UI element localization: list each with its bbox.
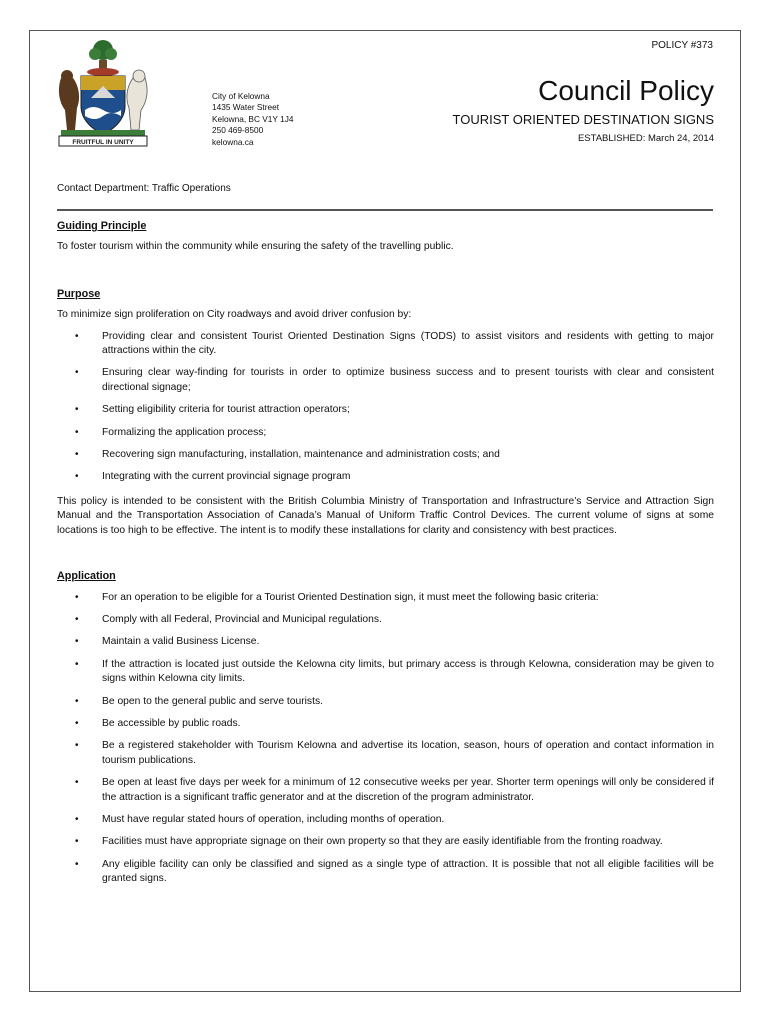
document-title: Council Policy <box>538 75 714 106</box>
address-line: City of Kelowna <box>212 91 270 101</box>
list-item: • Facilities must have appropriate signage on their own property so that they are easily identifiable from the fronting roadway. <box>57 835 714 849</box>
list-item: • Integrating with the current provincial signage program <box>57 470 714 484</box>
address-line: 1435 Water Street <box>212 102 280 113</box>
city-crest-logo <box>55 38 151 150</box>
guiding-principle-text: To foster tourism within the community while ensuring the safety of the travelling public. <box>57 241 454 253</box>
policy-number: POLICY #373 <box>651 40 713 51</box>
list-item: • Ensuring clear way-finding for tourists in order to optimize business success and to present tourists with clear and consistent directional signage; <box>57 366 714 395</box>
list-item: • Must have regular stated hours of operation, including months of operation. <box>57 813 714 827</box>
list-item: • Recovering sign manufacturing, installation, maintenance and administration costs; and <box>57 448 714 462</box>
purpose-list <box>57 330 714 485</box>
city-address <box>212 91 293 148</box>
list-item: • Setting eligibility criteria for tourist attraction operators; <box>57 403 714 417</box>
svg-text:FRUITFUL IN UNITY: FRUITFUL IN UNITY <box>72 139 134 146</box>
list-item: • For an operation to be eligible for a Tourist Oriented Destination sign, it must meet the following basic criteria: <box>57 591 714 605</box>
list-item: • Providing clear and consistent Tourist Oriented Destination Signs (TODS) to assist visitors and residents with getting to major attractions within the city. <box>57 330 714 359</box>
list-item: • Formalizing the application process; <box>57 426 714 440</box>
policy-body <box>57 219 714 887</box>
purpose-closing: This policy is intended to be consistent with the British Columbia Ministry of Transportation and Infrastructure’s Service and Attraction Sign Manual and the Transportation Association of Canada’s Manual of Uniform Traffic Control Devices. The current volume of signs at some locations is too high to be effective. The intent is to modify these installations for clarity and consistency with best practices. <box>57 495 714 536</box>
document-subtitle: TOURIST ORIENTED DESTINATION SIGNS <box>452 112 714 127</box>
address-line: kelowna.ca <box>212 136 254 147</box>
list-item: • Be open at least five days per week for a minimum of 12 consecutive weeks per year. Shorter term openings will only be considered if the attraction is a significant traffic generator and at the discretion of the program administrator. <box>57 776 714 805</box>
list-item: • Maintain a valid Business License. <box>57 635 714 649</box>
header-divider <box>57 209 713 211</box>
established-date: ESTABLISHED: March 24, 2014 <box>577 133 714 144</box>
guiding-principle-heading: Guiding Principle <box>57 220 147 232</box>
list-item: • Be a registered stakeholder with Tourism Kelowna and advertise its location, season, hours of operation and contact information in tourism publications. <box>57 739 714 768</box>
list-item: • Comply with all Federal, Provincial and Municipal regulations. <box>57 613 714 627</box>
application-list <box>57 591 714 887</box>
contact-department: Contact Department: Traffic Operations <box>57 183 231 194</box>
list-item: • If the attraction is located just outside the Kelowna city limits, but primary access is through Kelowna, consideration may be given to signs within Kelowna city limits. <box>57 658 714 687</box>
list-item: • Be open to the general public and serve tourists. <box>57 695 714 709</box>
application-heading: Application <box>57 570 116 583</box>
list-item: • Any eligible facility can only be classified and signed as a single type of attraction. It is possible that not all eligible facilities will be granted signs. <box>57 858 714 887</box>
list-item: • Be accessible by public roads. <box>57 717 714 731</box>
address-line: Kelowna, BC V1Y 1J4 <box>212 113 294 124</box>
title-block <box>453 74 714 144</box>
address-line: 250 469-8500 <box>212 125 264 136</box>
purpose-heading: Purpose <box>57 287 101 300</box>
purpose-intro: To minimize sign proliferation on City roadways and avoid driver confusion by: <box>57 309 412 321</box>
